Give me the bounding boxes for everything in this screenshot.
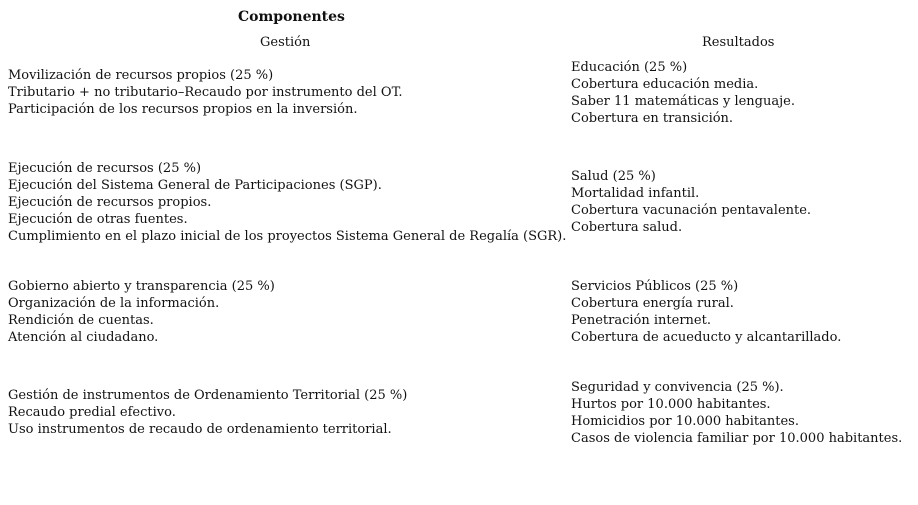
- block-item: Saber 11 matemáticas y lenguaje.: [571, 94, 795, 109]
- column-header-resultados: Resultados: [702, 35, 775, 50]
- block-heading: Gobierno abierto y transparencia (25 %): [8, 279, 275, 294]
- gestion-block-gobierno-abierto: [8, 278, 275, 346]
- block-item: Cobertura vacunación pentavalente.: [571, 203, 812, 218]
- block-item: Hurtos por 10.000 habitantes.: [571, 397, 771, 412]
- block-item: Penetración internet.: [571, 313, 711, 328]
- resultados-block-seguridad: [571, 379, 902, 447]
- page-title: Componentes: [238, 9, 345, 25]
- block-item: Mortalidad infantil.: [571, 186, 700, 201]
- block-heading: Seguridad y convivencia (25 %).: [571, 380, 784, 395]
- resultados-block-educacion: [571, 59, 795, 127]
- block-item: Cumplimiento en el plazo inicial de los proyectos Sistema General de Regalía (SGR).: [8, 229, 567, 244]
- block-item: Organización de la información.: [8, 296, 220, 311]
- column-header-gestion: Gestión: [260, 35, 311, 50]
- block-item: Atención al ciudadano.: [8, 330, 159, 345]
- gestion-block-ordenamiento: [8, 387, 407, 438]
- block-item: Ejecución de otras fuentes.: [8, 212, 188, 227]
- gestion-block-movilizacion: [8, 67, 402, 118]
- block-heading: Servicios Públicos (25 %): [571, 279, 739, 294]
- block-item: Ejecución del Sistema General de Participaciones (SGP).: [8, 178, 382, 193]
- block-item: Cobertura salud.: [571, 220, 683, 235]
- gestion-block-ejecucion: [8, 160, 566, 245]
- block-heading: Ejecución de recursos (25 %): [8, 161, 202, 176]
- block-item: Casos de violencia familiar por 10.000 habitantes.: [571, 431, 903, 446]
- block-item: Cobertura en transición.: [571, 111, 734, 126]
- block-heading: Movilización de recursos propios (25 %): [8, 68, 274, 83]
- block-item: Rendición de cuentas.: [8, 313, 154, 328]
- block-item: Uso instrumentos de recaudo de ordenamiento territorial.: [8, 422, 392, 437]
- block-item: Recaudo predial efectivo.: [8, 405, 176, 420]
- block-item: Cobertura de acueducto y alcantarillado.: [571, 330, 842, 345]
- block-item: Ejecución de recursos propios.: [8, 195, 212, 210]
- block-heading: Salud (25 %): [571, 169, 656, 184]
- block-heading: Educación (25 %): [571, 60, 688, 75]
- resultados-block-salud: [571, 168, 811, 236]
- block-item: Cobertura energía rural.: [571, 296, 734, 311]
- block-item: Homicidios por 10.000 habitantes.: [571, 414, 799, 429]
- block-item: Tributario + no tributario–Recaudo por instrumento del OT.: [8, 85, 403, 100]
- block-item: Participación de los recursos propios en la inversión.: [8, 102, 358, 117]
- block-heading: Gestión de instrumentos de Ordenamiento Territorial (25 %): [8, 388, 408, 403]
- block-item: Cobertura educación media.: [571, 77, 759, 92]
- resultados-block-servicios-publicos: [571, 278, 841, 346]
